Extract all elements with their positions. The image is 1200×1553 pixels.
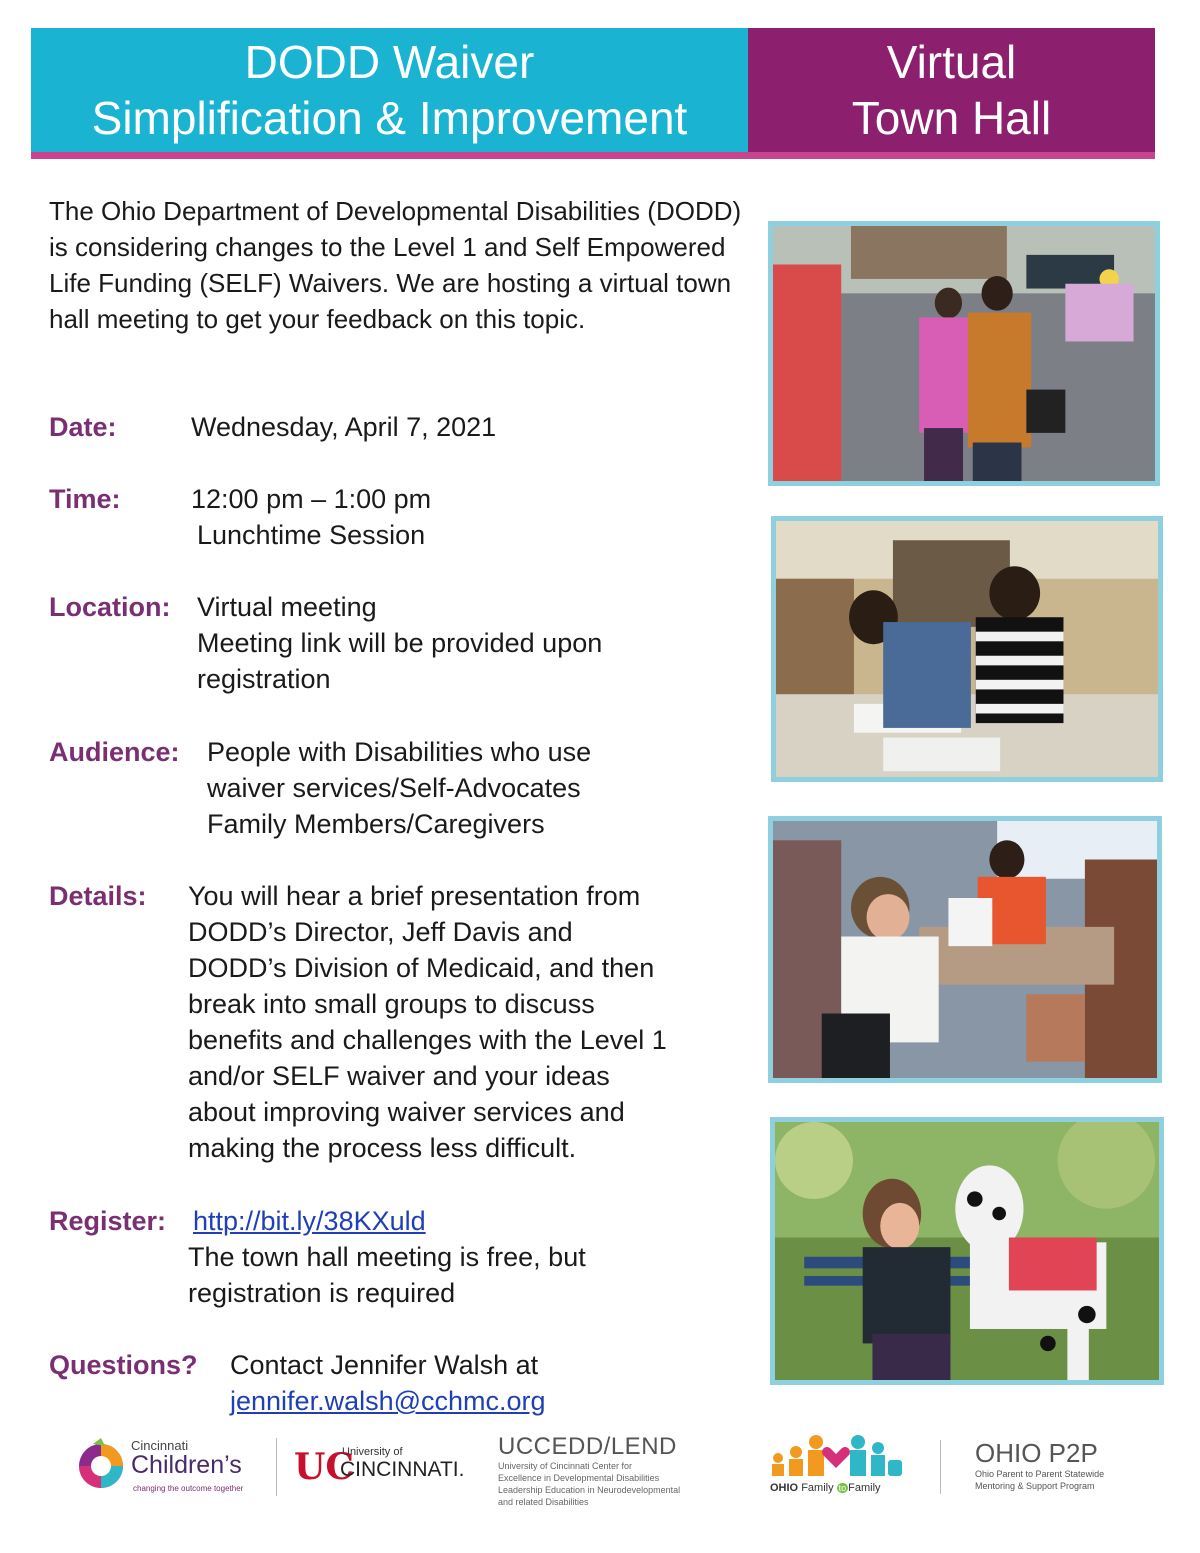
banner-stripe xyxy=(31,152,1155,159)
ucedd-title: UCCEDD/LEND xyxy=(498,1433,677,1460)
ohio-family-to-family-logo xyxy=(766,1432,911,1500)
details-line: DODD’s Division of Medicaid, and then xyxy=(188,953,655,983)
ucedd-line-1: University of Cincinnati Center for xyxy=(498,1461,633,1471)
audience-label: Audience: xyxy=(49,737,180,767)
time-label: Time: xyxy=(49,484,121,514)
university-of-cincinnati-logo xyxy=(294,1446,479,1491)
uc-big-text: CINCINNATI. xyxy=(340,1458,465,1481)
uc-small-text: University of xyxy=(342,1446,403,1458)
photo-store-checkout xyxy=(768,816,1162,1083)
footer-divider xyxy=(276,1438,277,1496)
p2p-line-2: Mentoring & Support Program xyxy=(975,1481,1095,1491)
register-note-2: registration is required xyxy=(188,1278,456,1308)
date-value: Wednesday, April 7, 2021 xyxy=(191,412,497,442)
audience-line-2: waiver services/Self-Advocates xyxy=(207,773,581,803)
audience-line-1: People with Disabilities who use xyxy=(207,737,592,767)
p2p-line-1: Ohio Parent to Parent Statewide xyxy=(975,1469,1105,1479)
title-line-2: Simplification & Improvement xyxy=(91,92,688,144)
childrens-tagline: changing the outcome together xyxy=(133,1484,244,1493)
location-note-2: registration xyxy=(197,664,331,694)
f2f-family: Family xyxy=(801,1482,834,1494)
title-block xyxy=(31,28,748,152)
details-line: You will hear a brief presentation from xyxy=(188,881,641,911)
questions-text: Contact Jennifer Walsh at xyxy=(230,1350,539,1380)
photo-store-checkout-image xyxy=(773,821,1157,1078)
family-figures-icon xyxy=(766,1432,906,1478)
photo-service-dog-image xyxy=(775,1122,1159,1380)
date-label: Date: xyxy=(49,412,117,442)
contact-email-link[interactable]: jennifer.walsh@cchmc.org xyxy=(230,1386,546,1416)
time-value: 12:00 pm – 1:00 pm xyxy=(191,484,432,514)
location-label: Location: xyxy=(49,592,171,622)
register-note-1: The town hall meeting is free, but xyxy=(188,1242,586,1272)
details-line: break into small groups to discuss xyxy=(188,989,595,1019)
photo-event-attendees xyxy=(768,221,1160,486)
photo-event-attendees-image xyxy=(773,226,1155,481)
location-value: Virtual meeting xyxy=(197,592,377,622)
photo-office-paperwork-image xyxy=(776,521,1158,777)
details-line: benefits and challenges with the Level 1 xyxy=(188,1025,667,1055)
title-line-1: DODD Waiver xyxy=(244,36,535,88)
details-line: and/or SELF waiver and your ideas xyxy=(188,1061,610,1091)
childrens-big-text: Children’s xyxy=(131,1451,242,1479)
ucedd-lend-logo xyxy=(498,1434,738,1516)
intro-paragraph: The Ohio Department of Developmental Disabilities (DODD) is considering changes to the Level 1 and Self Empowered Life Funding (SELF) Waivers. We are hosting a virtual town hall meeting to get your feedback on this topic. xyxy=(49,196,742,334)
register-label: Register: xyxy=(49,1206,167,1236)
event-type-block xyxy=(748,28,1155,152)
ucedd-line-2: Excellence in Developmental Disabilities xyxy=(498,1473,660,1483)
location-note-1: Meeting link will be provided upon xyxy=(197,628,603,658)
ohio-p2p-logo xyxy=(975,1438,1140,1498)
details-label: Details: xyxy=(49,881,147,911)
questions-label: Questions? xyxy=(49,1350,198,1380)
f2f-to: to xyxy=(838,1483,847,1493)
footer-divider xyxy=(940,1440,941,1494)
header-banner xyxy=(31,28,1155,160)
event-type-line-2: Town Hall xyxy=(851,92,1052,144)
time-session: Lunchtime Session xyxy=(197,520,426,550)
childrens-mark-icon xyxy=(75,1436,127,1496)
f2f-ohio: OHIO xyxy=(770,1482,799,1494)
uc-mark-icon: UC xyxy=(294,1446,355,1488)
p2p-title: OHIO P2P xyxy=(975,1438,1098,1468)
ucedd-line-4: and related Disabilities xyxy=(498,1497,589,1507)
event-type-line-1: Virtual xyxy=(886,36,1017,88)
childrens-small-text: Cincinnati xyxy=(131,1438,189,1453)
details-line: DODD’s Director, Jeff Davis and xyxy=(188,917,573,947)
cincinnati-childrens-logo xyxy=(75,1432,265,1504)
f2f-wordmark xyxy=(770,1482,881,1494)
audience-line-3: Family Members/Caregivers xyxy=(207,809,545,839)
f2f-family-2: Family xyxy=(848,1482,881,1494)
ucedd-line-3: Leadership Education in Neurodevelopmental xyxy=(498,1485,681,1495)
details-line: about improving waiver services and xyxy=(188,1097,625,1127)
registration-link[interactable]: http://bit.ly/38KXuld xyxy=(193,1206,426,1236)
photo-service-dog xyxy=(770,1117,1164,1385)
photo-office-paperwork xyxy=(771,516,1163,782)
details-line: making the process less difficult. xyxy=(188,1133,577,1163)
